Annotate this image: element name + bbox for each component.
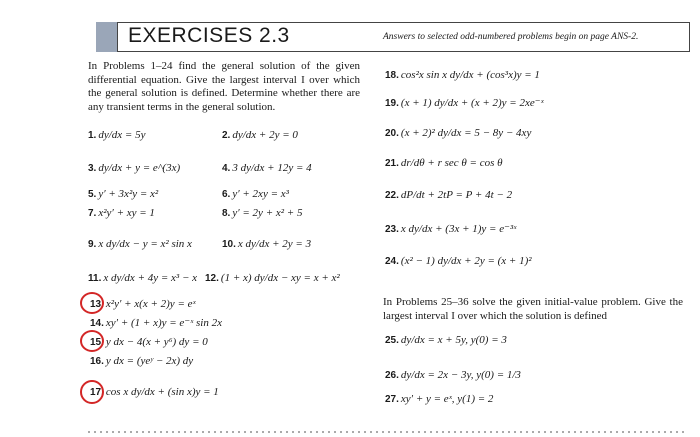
problem-20: 20. (x + 2)² dy/dx = 5 − 8y − 4xy xyxy=(385,127,532,139)
problem-8: 8. y′ = 2y + x² + 5 xyxy=(222,207,303,219)
problem-16: 16. y dx = (yeʸ − 2x) dy xyxy=(90,355,194,367)
problem-17: 17. cos x dy/dx + (sin x)y = 1 xyxy=(90,386,219,398)
page-bottom-rule xyxy=(88,431,688,433)
instructions-1-24: In Problems 1–24 find the general solution of the given differential equation. Give the largest interval I over which the general solution is defined. Determine whether there are any transient terms in the general solution. xyxy=(88,60,360,113)
section-title: EXERCISES 2.3 xyxy=(128,24,290,47)
problem-10: 10. x dy/dx + 2y = 3 xyxy=(222,238,312,250)
instructions-25-36: In Problems 25–36 solve the given initial-value problem. Give the largest interval I over which the solution is defined xyxy=(383,296,683,322)
problem-15: 15. y dx − 4(x + y⁶) dy = 0 xyxy=(90,336,208,348)
problem-4: 4. 3 dy/dx + 12y = 4 xyxy=(222,162,312,174)
problem-18: 18. cos²x sin x dy/dx + (cos³x)y = 1 xyxy=(385,69,540,81)
problem-1: 1. dy/dx = 5y xyxy=(88,129,146,141)
problem-3: 3. dy/dx + y = e^(3x) xyxy=(88,162,181,174)
problem-27: 27. xy′ + y = eˣ, y(1) = 2 xyxy=(385,393,494,405)
red-circle-annotation-17 xyxy=(80,380,104,404)
problem-6: 6. y′ + 2xy = x³ xyxy=(222,188,289,200)
problem-9: 9. x dy/dx − y = x² sin x xyxy=(88,238,192,250)
red-circle-annotation-15 xyxy=(80,330,104,352)
problem-25: 25. dy/dx = x + 5y, y(0) = 3 xyxy=(385,334,507,346)
problem-23: 23. x dy/dx + (3x + 1)y = e⁻³ˣ xyxy=(385,223,517,235)
header-accent-tab xyxy=(96,22,118,52)
problem-5: 5. y′ + 3x²y = x² xyxy=(88,188,159,200)
problem-7: 7. x²y′ + xy = 1 xyxy=(88,207,155,219)
problem-14: 14. xy′ + (1 + x)y = e⁻ˣ sin 2x xyxy=(90,317,222,329)
problem-22: 22. dP/dt + 2tP = P + 4t − 2 xyxy=(385,189,513,201)
problem-2: 2. dy/dx + 2y = 0 xyxy=(222,129,298,141)
problem-13: 13. x²y′ + x(x + 2)y = eˣ xyxy=(90,298,196,310)
problem-11: 11. x dy/dx + 4y = x³ − x xyxy=(88,272,198,284)
answers-note: Answers to selected odd-numbered problems begin on page ANS-2. xyxy=(383,32,639,42)
problem-12: 12. (1 + x) dy/dx − xy = x + x² xyxy=(205,272,340,284)
problem-24: 24. (x² − 1) dy/dx + 2y = (x + 1)² xyxy=(385,255,532,267)
problem-26: 26. dy/dx = 2x − 3y, y(0) = 1/3 xyxy=(385,369,521,381)
problem-21: 21. dr/dθ + r sec θ = cos θ xyxy=(385,157,503,169)
red-circle-annotation-13 xyxy=(80,292,104,314)
problem-19: 19. (x + 1) dy/dx + (x + 2)y = 2xe⁻ˣ xyxy=(385,97,544,109)
